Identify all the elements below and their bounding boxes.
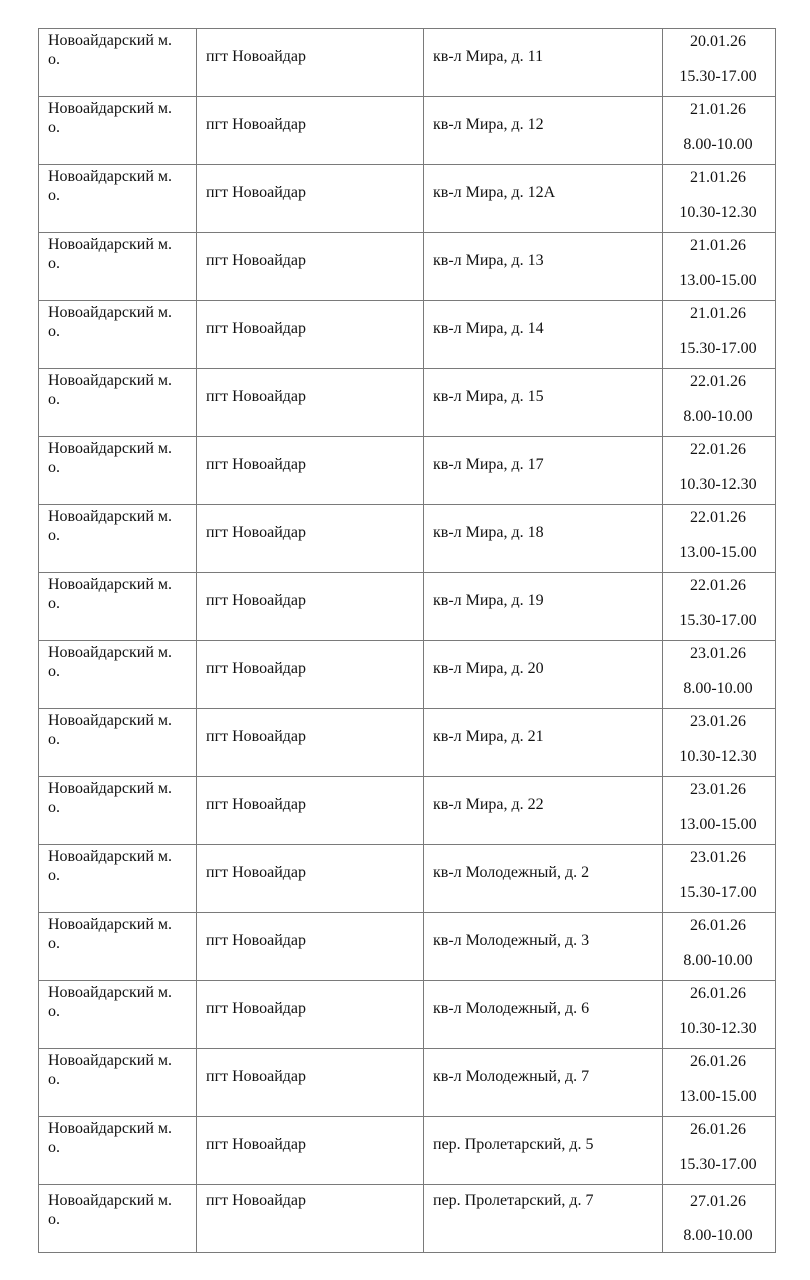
table-row	[39, 913, 776, 981]
table-row	[39, 29, 776, 97]
settlement-cell: пгт Новоайдар	[197, 233, 424, 301]
address-cell: кв-л Мира, д. 22	[424, 777, 663, 845]
address-cell: пер. Пролетарский, д. 5	[424, 1117, 663, 1185]
visit-date: 27.01.26	[690, 1193, 746, 1210]
visit-date: 21.01.26	[690, 237, 746, 254]
address-cell: кв-л Мира, д. 21	[424, 709, 663, 777]
schedule-cell	[663, 1117, 776, 1185]
settlement-cell: пгт Новоайдар	[197, 913, 424, 981]
settlement-cell: пгт Новоайдар	[197, 301, 424, 369]
table-row	[39, 981, 776, 1049]
settlement-cell: пгт Новоайдар	[197, 29, 424, 97]
address-cell: кв-л Мира, д. 12А	[424, 165, 663, 233]
settlement-cell: пгт Новоайдар	[197, 981, 424, 1049]
district-cell: Новоайдарский м. о.	[39, 369, 197, 437]
address-cell: кв-л Мира, д. 20	[424, 641, 663, 709]
visit-time: 8.00-10.00	[683, 680, 753, 697]
visit-date: 20.01.26	[690, 33, 746, 50]
district-cell: Новоайдарский м. о.	[39, 641, 197, 709]
table-row	[39, 777, 776, 845]
address-cell: кв-л Мира, д. 13	[424, 233, 663, 301]
visit-time: 8.00-10.00	[683, 952, 753, 969]
district-cell: Новоайдарский м. о.	[39, 233, 197, 301]
visit-date: 21.01.26	[690, 101, 746, 118]
visit-date: 26.01.26	[690, 917, 746, 934]
table-row	[39, 641, 776, 709]
schedule-cell	[663, 1049, 776, 1117]
settlement-cell: пгт Новоайдар	[197, 369, 424, 437]
district-cell: Новоайдарский м. о.	[39, 777, 197, 845]
district-cell: Новоайдарский м. о.	[39, 165, 197, 233]
schedule-cell	[663, 845, 776, 913]
table-row	[39, 1185, 776, 1253]
address-cell: кв-л Молодежный, д. 2	[424, 845, 663, 913]
settlement-cell: пгт Новоайдар	[197, 777, 424, 845]
visit-date: 21.01.26	[690, 305, 746, 322]
table-row	[39, 1117, 776, 1185]
settlement-cell: пгт Новоайдар	[197, 641, 424, 709]
district-cell: Новоайдарский м. о.	[39, 709, 197, 777]
visit-date: 22.01.26	[690, 441, 746, 458]
visit-time: 10.30-12.30	[679, 476, 757, 493]
settlement-cell: пгт Новоайдар	[197, 97, 424, 165]
district-cell: Новоайдарский м. о.	[39, 1049, 197, 1117]
address-cell: кв-л Мира, д. 17	[424, 437, 663, 505]
table-row	[39, 505, 776, 573]
settlement-cell: пгт Новоайдар	[197, 573, 424, 641]
district-cell: Новоайдарский м. о.	[39, 1185, 197, 1253]
visit-date: 23.01.26	[690, 645, 746, 662]
district-cell: Новоайдарский м. о.	[39, 913, 197, 981]
schedule-cell	[663, 913, 776, 981]
schedule-cell	[663, 777, 776, 845]
district-cell: Новоайдарский м. о.	[39, 1117, 197, 1185]
address-cell: кв-л Мира, д. 19	[424, 573, 663, 641]
district-cell: Новоайдарский м. о.	[39, 981, 197, 1049]
visit-time: 8.00-10.00	[683, 408, 753, 425]
table-row	[39, 709, 776, 777]
schedule-cell	[663, 573, 776, 641]
address-cell: кв-л Мира, д. 15	[424, 369, 663, 437]
visit-time: 15.30-17.00	[679, 340, 757, 357]
visit-time: 13.00-15.00	[679, 816, 757, 833]
table-row	[39, 845, 776, 913]
table-row	[39, 437, 776, 505]
address-cell: кв-л Мира, д. 14	[424, 301, 663, 369]
schedule-cell	[663, 505, 776, 573]
visit-date: 26.01.26	[690, 1121, 746, 1138]
schedule-cell	[663, 301, 776, 369]
schedule-table-body	[39, 29, 776, 1253]
settlement-cell: пгт Новоайдар	[197, 1117, 424, 1185]
schedule-cell	[663, 981, 776, 1049]
settlement-cell: пгт Новоайдар	[197, 845, 424, 913]
schedule-cell	[663, 369, 776, 437]
visit-date: 23.01.26	[690, 713, 746, 730]
table-row	[39, 1049, 776, 1117]
visit-time: 13.00-15.00	[679, 544, 757, 561]
settlement-cell: пгт Новоайдар	[197, 437, 424, 505]
district-cell: Новоайдарский м. о.	[39, 505, 197, 573]
visit-time: 10.30-12.30	[679, 748, 757, 765]
settlement-cell: пгт Новоайдар	[197, 709, 424, 777]
visit-time: 13.00-15.00	[679, 1088, 757, 1105]
visit-time: 10.30-12.30	[679, 1020, 757, 1037]
visit-time: 15.30-17.00	[679, 884, 757, 901]
district-cell: Новоайдарский м. о.	[39, 301, 197, 369]
schedule-cell	[663, 97, 776, 165]
visit-time: 13.00-15.00	[679, 272, 757, 289]
schedule-cell	[663, 1185, 776, 1253]
address-cell: кв-л Мира, д. 12	[424, 97, 663, 165]
district-cell: Новоайдарский м. о.	[39, 573, 197, 641]
district-cell: Новоайдарский м. о.	[39, 97, 197, 165]
address-cell: кв-л Мира, д. 18	[424, 505, 663, 573]
table-row	[39, 97, 776, 165]
address-cell: кв-л Молодежный, д. 6	[424, 981, 663, 1049]
schedule-table	[38, 28, 776, 1253]
visit-time: 8.00-10.00	[683, 136, 753, 153]
schedule-cell	[663, 29, 776, 97]
schedule-cell	[663, 233, 776, 301]
table-row	[39, 301, 776, 369]
visit-time: 15.30-17.00	[679, 612, 757, 629]
table-row	[39, 369, 776, 437]
visit-date: 23.01.26	[690, 781, 746, 798]
schedule-cell	[663, 165, 776, 233]
district-cell: Новоайдарский м. о.	[39, 437, 197, 505]
visit-time: 10.30-12.30	[679, 204, 757, 221]
district-cell: Новоайдарский м. о.	[39, 29, 197, 97]
schedule-cell	[663, 437, 776, 505]
visit-time: 8.00-10.00	[683, 1227, 753, 1244]
district-cell: Новоайдарский м. о.	[39, 845, 197, 913]
settlement-cell: пгт Новоайдар	[197, 165, 424, 233]
visit-date: 26.01.26	[690, 1053, 746, 1070]
visit-date: 22.01.26	[690, 373, 746, 390]
table-row	[39, 165, 776, 233]
address-cell: пер. Пролетарский, д. 7	[424, 1185, 663, 1253]
table-row	[39, 233, 776, 301]
schedule-cell	[663, 709, 776, 777]
visit-date: 22.01.26	[690, 577, 746, 594]
visit-date: 22.01.26	[690, 509, 746, 526]
visit-date: 26.01.26	[690, 985, 746, 1002]
settlement-cell: пгт Новоайдар	[197, 1049, 424, 1117]
address-cell: кв-л Мира, д. 11	[424, 29, 663, 97]
schedule-cell	[663, 641, 776, 709]
visit-date: 23.01.26	[690, 849, 746, 866]
address-cell: кв-л Молодежный, д. 3	[424, 913, 663, 981]
visit-time: 15.30-17.00	[679, 68, 757, 85]
table-row	[39, 573, 776, 641]
visit-date: 21.01.26	[690, 169, 746, 186]
visit-time: 15.30-17.00	[679, 1156, 757, 1173]
settlement-cell: пгт Новоайдар	[197, 505, 424, 573]
address-cell: кв-л Молодежный, д. 7	[424, 1049, 663, 1117]
settlement-cell: пгт Новоайдар	[197, 1185, 424, 1253]
